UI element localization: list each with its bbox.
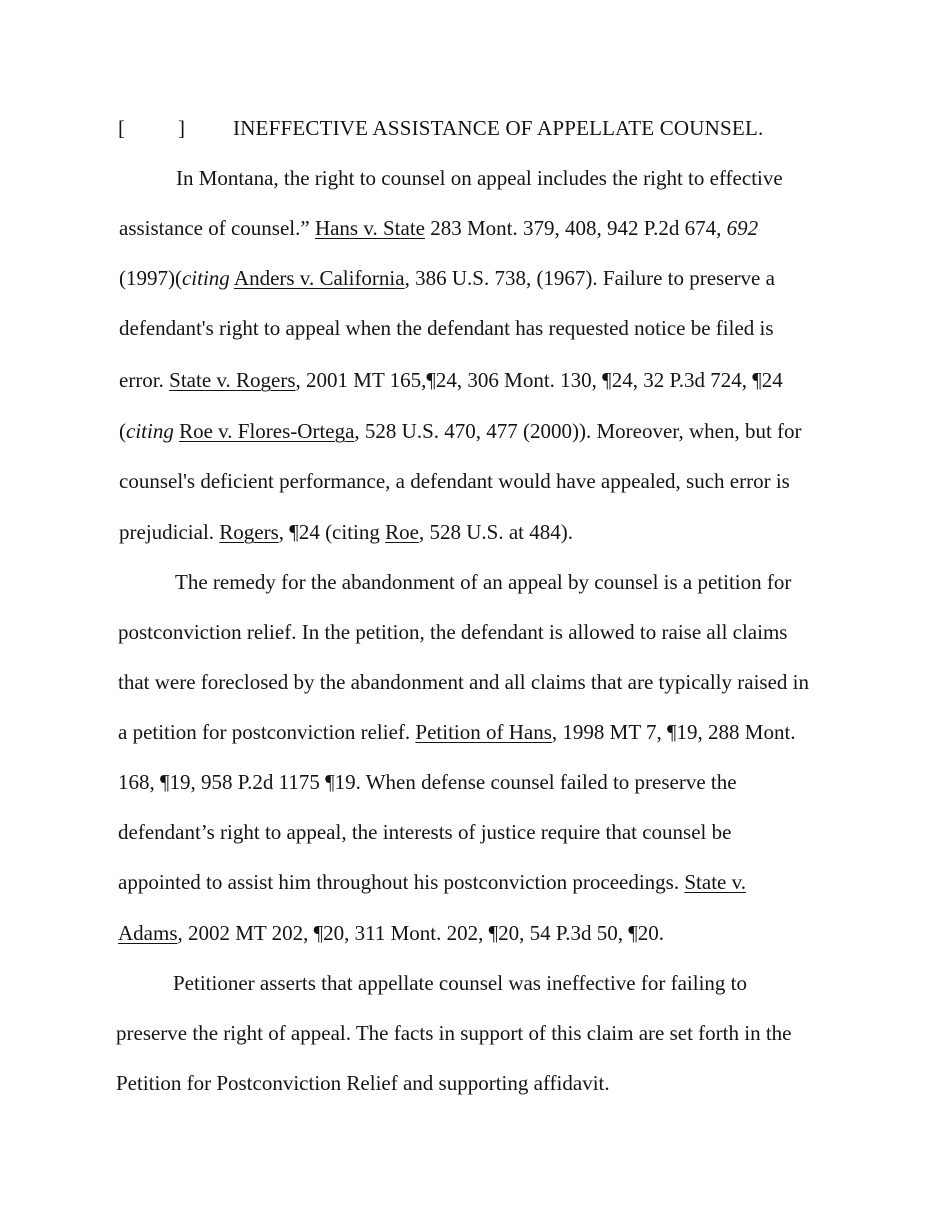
paragraph-line: defendant’s right to appeal, the interests of justice require that counsel be [118, 820, 732, 844]
paragraph-line: appointed to assist him throughout his postconviction proceedings. State v. [118, 870, 746, 894]
paragraph-line: a petition for postconviction relief. Petition of Hans, 1998 MT 7, ¶19, 288 Mont. [118, 720, 796, 744]
paragraph-line: prejudicial. Rogers, ¶24 (citing Roe, 528 U.S. at 484). [119, 520, 573, 544]
paragraph-line: error. State v. Rogers, 2001 MT 165,¶24, 306 Mont. 130, ¶24, 32 P.3d 724, ¶24 [119, 368, 783, 392]
paragraph-line: that were foreclosed by the abandonment and all claims that are typically raised in [118, 670, 809, 694]
paragraph-line: In Montana, the right to counsel on appeal includes the right to effective [176, 166, 783, 190]
case-citation: State v. Rogers [169, 368, 296, 392]
case-citation: Roe v. Flores-Ortega [179, 419, 355, 443]
heading-title: INEFFECTIVE ASSISTANCE OF APPELLATE COUNSEL. [233, 116, 764, 140]
case-citation: Anders v. California [233, 266, 405, 290]
paragraph-line: Petition for Postconviction Relief and supporting affidavit. [116, 1071, 610, 1095]
paragraph-line: (citing Roe v. Flores-Ortega, 528 U.S. 470, 477 (2000)). Moreover, when, but for [119, 419, 802, 443]
case-citation: Hans v. State [314, 216, 425, 240]
paragraph-line: postconviction relief. In the petition, the defendant is allowed to raise all claims [118, 620, 788, 644]
paragraph-line: Adams, 2002 MT 202, ¶20, 311 Mont. 202, ¶20, 54 P.3d 50, ¶20. [118, 921, 664, 945]
paragraph-line: preserve the right of appeal. The facts in support of this claim are set forth in the [116, 1021, 792, 1045]
paragraph-line: counsel's deficient performance, a defendant would have appealed, such error is [119, 469, 790, 493]
case-citation: Rogers [219, 520, 279, 544]
paragraph-line: 168, ¶19, 958 P.2d 1175 ¶19. When defense counsel failed to preserve the [118, 770, 737, 794]
case-citation: Petition of Hans [415, 720, 552, 744]
paragraph-line: defendant's right to appeal when the defendant has requested notice be filed is [119, 316, 774, 340]
paragraph-line: Petitioner asserts that appellate counsel was ineffective for failing to [173, 971, 748, 995]
checkbox-bracket-close: ] [178, 116, 185, 140]
paragraph-line: (1997)(citing Anders v. California, 386 U.S. 738, (1967). Failure to preserve a [119, 266, 775, 290]
paragraph-line: The remedy for the abandonment of an appeal by counsel is a petition for [175, 570, 792, 594]
paragraph-line: assistance of counsel.” Hans v. State 283 Mont. 379, 408, 942 P.2d 674, 692 [119, 216, 759, 240]
checkbox-bracket-open: [ [118, 116, 125, 140]
case-citation: State v. [684, 870, 746, 894]
case-citation: Adams [118, 921, 178, 945]
case-citation: Roe [385, 520, 419, 544]
